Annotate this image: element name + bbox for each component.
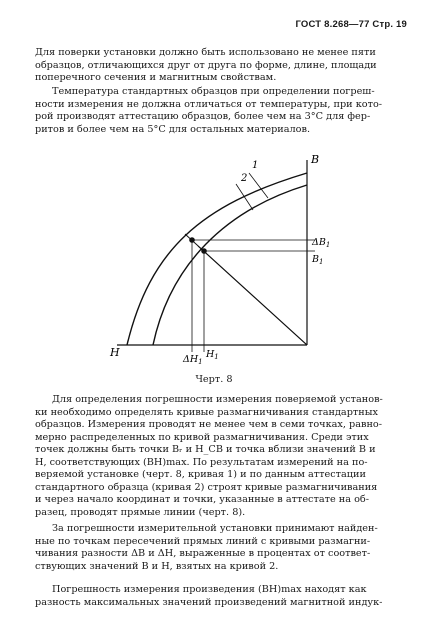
label-h-axis: H xyxy=(110,346,120,359)
text-line: поперечного сечения и магнитным свойствам. xyxy=(35,72,277,83)
intersection-point-2 xyxy=(201,248,207,254)
curve-2 xyxy=(153,185,307,345)
text-line: веряемой установке (черт. 8, кривая 1) и по данным аттестации xyxy=(35,469,366,480)
text-line: Температура стандартных образцов при определении погреш- xyxy=(52,86,375,97)
curve-1 xyxy=(127,173,307,345)
label-h1 xyxy=(205,349,219,361)
label-delta-b1-main: ΔB xyxy=(312,237,326,248)
paragraph-errors xyxy=(35,523,408,573)
text-line: ности измерения не должна отличаться от температуры, при кото- xyxy=(35,98,383,110)
text-line: и через начало координат и точки, указанные в аттестате на об- xyxy=(35,494,370,505)
text-line: образцов. Измерения проводят не менее чем в семи точках, равно- xyxy=(35,419,383,430)
text-line: Погрешность измерения произведения (BH)max находят как xyxy=(52,584,367,595)
text-line: разность максимальных значений произведений магнитной индук- xyxy=(35,596,383,608)
text-line: ствующих значений B и H, взятых на кривой 2. xyxy=(35,560,279,572)
curve-1-leader xyxy=(249,173,268,198)
label-delta-b1 xyxy=(311,237,330,249)
text-line: H, соответствующих (BH)max. По результатам измерений на по- xyxy=(35,456,368,468)
text-line: Для поверки установки должно быть использовано не менее пяти xyxy=(35,47,376,58)
curve-2-leader xyxy=(236,184,253,210)
label-b1 xyxy=(311,254,323,266)
text-line: разец, проводят прямые линии (черт. 8). xyxy=(35,506,246,518)
label-delta-b1-sub: 1 xyxy=(325,241,331,249)
text-line: ные по точкам пересечений прямых линий с кривыми размагни- xyxy=(35,535,371,547)
label-h1-sub: 1 xyxy=(214,353,219,361)
paragraph-method xyxy=(35,394,408,519)
label-h1-main: H xyxy=(206,349,215,360)
label-b1-main: B xyxy=(312,254,319,265)
paragraph-bhmax xyxy=(35,584,408,609)
text-line: ритов и более чем на 5°С для остальных материалов. xyxy=(35,123,311,135)
label-delta-h1 xyxy=(182,354,203,366)
page-header: ГОСТ 8.268—77 Стр. 19 xyxy=(295,19,407,30)
label-b-axis: B xyxy=(311,153,320,166)
text-line: За погрешности измерительной установки принимают найден- xyxy=(52,523,378,534)
label-delta-h1-sub: 1 xyxy=(198,358,203,366)
text-line: ки необходимо определять кривые размагничивания стандартных xyxy=(35,406,378,418)
label-curve-2: 2 xyxy=(241,173,248,184)
text-line: мерно распределенных по кривой размагничивания. Среди этих xyxy=(35,431,369,443)
text-line: образцов, отличающихся друг от друга по форме, длине, площади xyxy=(35,59,377,71)
intersection-point-1 xyxy=(189,237,195,243)
text-line: чивания разности ΔB и ΔH, выраженные в процентах от соответ- xyxy=(35,548,371,559)
line-through-origin-2 xyxy=(198,246,307,345)
label-curve-1: 1 xyxy=(252,160,259,171)
text-line: точек должны быть точки Bᵣ и H_CB и точка вблизи значений B и xyxy=(35,444,376,455)
figure-caption: Черт. 8 xyxy=(195,374,233,385)
label-b1-sub: 1 xyxy=(318,258,324,266)
text-line: Для определения погрешности измерения поверяемой установ- xyxy=(52,394,383,405)
text-line: рой производят аттестацию образцов, более чем на 3°С для фер- xyxy=(35,111,371,122)
text-line: стандартного образца (кривая 2) строят кривые размагничивания xyxy=(35,481,378,493)
label-delta-h1-main: ΔH xyxy=(183,354,199,365)
